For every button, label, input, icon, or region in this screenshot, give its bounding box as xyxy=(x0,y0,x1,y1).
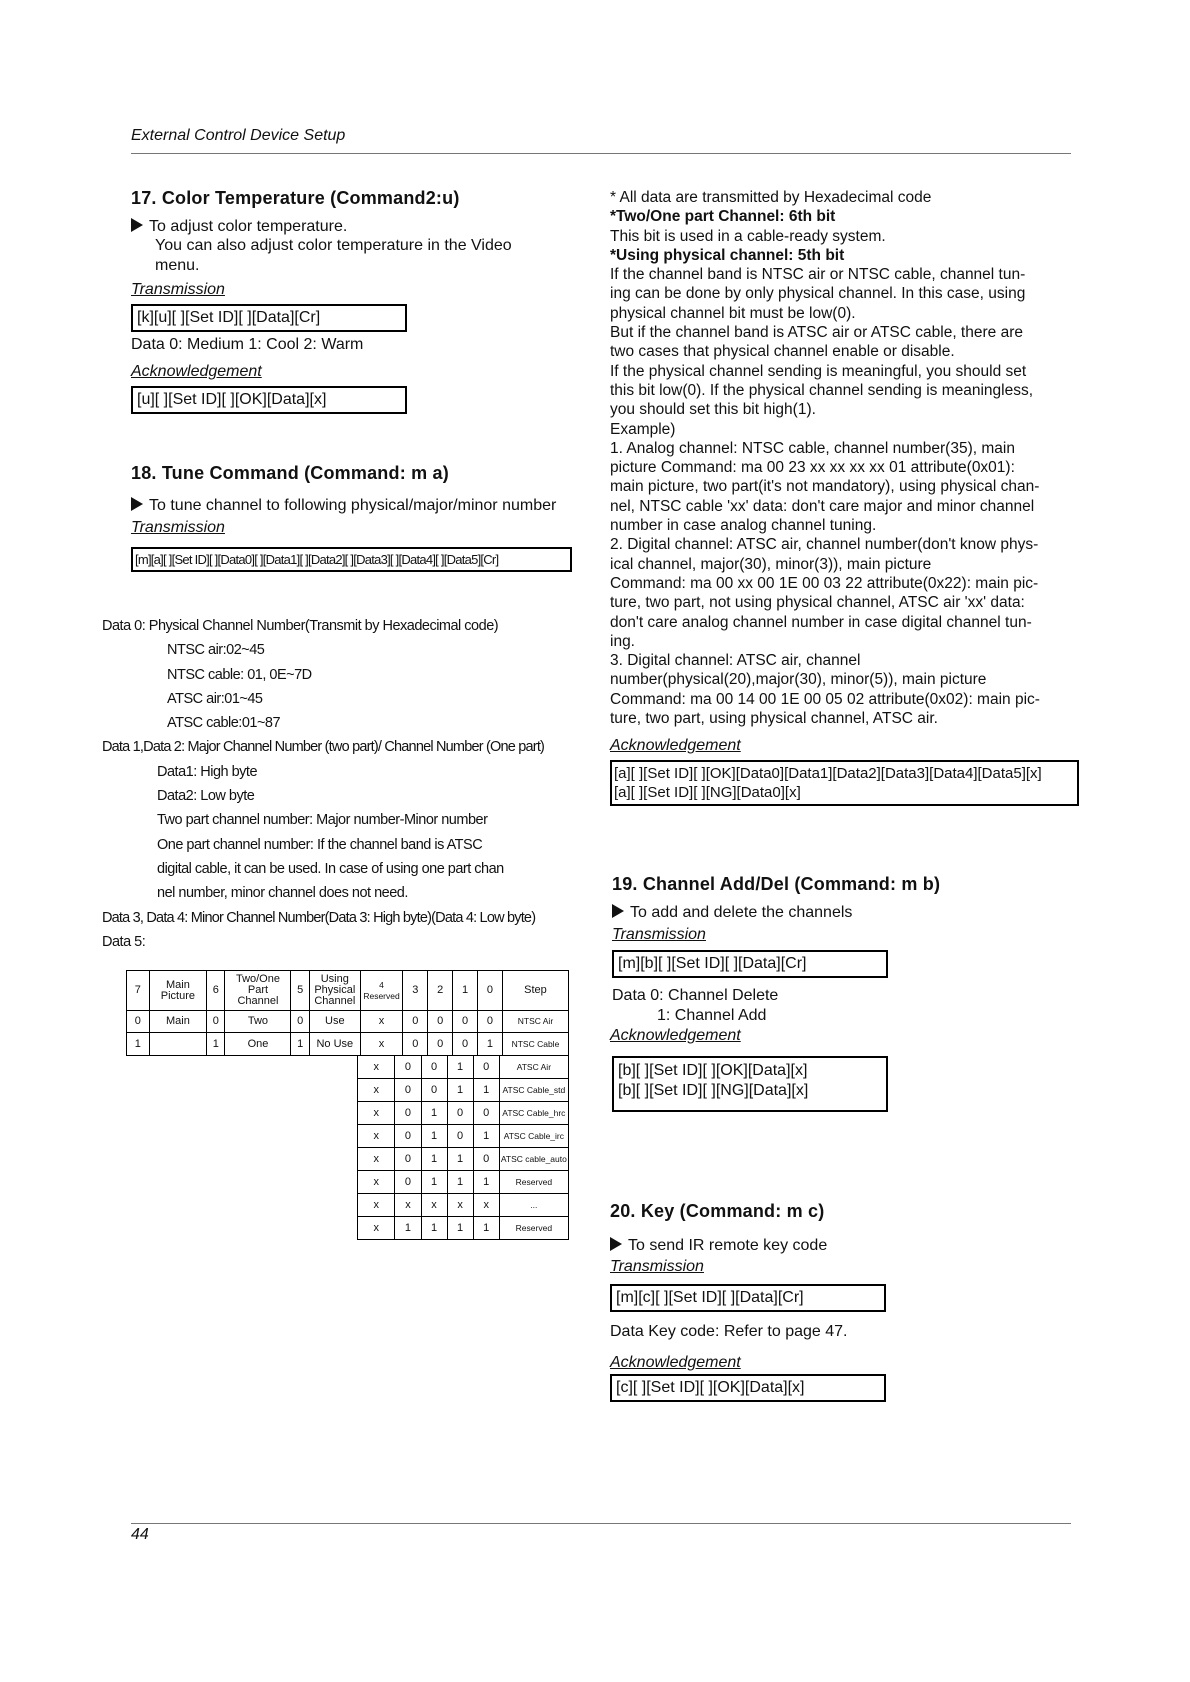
section-18-desc: To tune channel to following physical/major/minor number xyxy=(149,497,557,514)
right-notes xyxy=(610,188,1080,806)
ack-line-ng: [a][ ][Set ID][ ][NG][Data0][x] xyxy=(614,784,801,802)
data-line: digital cable, it can be used. In case of using one part chan xyxy=(157,860,504,877)
table-cell: Using Physical Channel xyxy=(309,971,360,1011)
table-header-row xyxy=(127,971,569,1011)
data-line: Data 1,Data 2: Major Channel Number (two part)/ Channel Number (One part) xyxy=(102,739,545,756)
note-line: * All data are transmitted by Hexadecimal code xyxy=(610,189,932,206)
table-cell: x xyxy=(358,1171,395,1194)
table-cell: 1 xyxy=(421,1102,447,1125)
table-cell xyxy=(149,1033,206,1056)
table-cell: 1 xyxy=(478,1033,503,1056)
table-cell: Two/One Part Channel xyxy=(225,971,291,1011)
table-cell: Reserved xyxy=(499,1171,568,1194)
note-line: Command: ma 00 14 00 1E 00 05 02 attribute(0x02): main pic- xyxy=(610,690,1040,708)
note-line: 2. Digital channel: ATSC air, channel number(don't know phys- xyxy=(610,536,1039,554)
table-cell: 0 xyxy=(395,1171,421,1194)
section-17-title: 17. Color Temperature (Command2:u) xyxy=(131,188,460,208)
section-17-desc-3: menu. xyxy=(155,256,200,274)
table-cell: Use xyxy=(309,1011,360,1033)
table-cell: 0 xyxy=(428,1011,453,1033)
table-cell: 0 xyxy=(207,1011,225,1033)
table-cell: 0 xyxy=(421,1079,447,1102)
table-cell: 0 xyxy=(403,1033,428,1056)
data-line: nel number, minor channel does not need. xyxy=(157,885,408,902)
arrow-right-icon xyxy=(131,497,143,511)
section-20-desc: To send IR remote key code xyxy=(628,1237,828,1254)
section-19-data-2: 1: Channel Add xyxy=(657,1006,767,1024)
table-cell: 1 xyxy=(473,1079,499,1102)
section-17-data: Data 0: Medium 1: Cool 2: Warm xyxy=(131,336,364,354)
table-cell: 0 xyxy=(395,1056,421,1079)
section-18-ack-label: Acknowledgement xyxy=(610,737,741,755)
table-cell: 1 xyxy=(421,1217,447,1240)
table-row xyxy=(127,1011,569,1033)
table-cell: 0 xyxy=(478,971,503,1011)
section-19-transmission-box: [m][b][ ][Set ID][ ][Data][Cr] xyxy=(612,950,888,978)
ack-line-ng: [b][ ][Set ID][ ][NG][Data][x] xyxy=(618,1082,809,1100)
table-cell: 0 xyxy=(291,1011,309,1033)
note-line: Command: ma 00 xx 00 1E 00 03 22 attribute(0x22): main pic- xyxy=(610,574,1039,592)
table-cell: x xyxy=(358,1148,395,1171)
table-cell: 0 xyxy=(395,1079,421,1102)
table-cell: One xyxy=(225,1033,291,1056)
table-row xyxy=(358,1056,569,1079)
table-cell: 0 xyxy=(473,1056,499,1079)
table-cell: 5 xyxy=(291,971,309,1011)
section-19-ack-label: Acknowledgement xyxy=(610,1027,741,1045)
note-line: If the channel band is NTSC air or NTSC cable, channel tun- xyxy=(610,266,1026,284)
table-cell: 3 xyxy=(403,971,428,1011)
running-header: External Control Device Setup xyxy=(131,127,346,144)
table-cell: 1 xyxy=(473,1125,499,1148)
table-cell: 1 xyxy=(421,1148,447,1171)
note-line: If the physical channel sending is meaningful, you should set xyxy=(610,362,1027,380)
section-17-desc-2: You can also adjust color temperature in the Video xyxy=(155,237,512,255)
note-line: *Using physical channel: 5th bit xyxy=(610,246,845,264)
section-19-data-1: Data 0: Channel Delete xyxy=(612,987,779,1005)
table-row xyxy=(358,1217,569,1240)
note-line: ing. xyxy=(610,632,635,650)
data5-table-top xyxy=(126,970,569,1056)
arrow-right-icon xyxy=(610,1237,622,1251)
table-row xyxy=(358,1148,569,1171)
table-cell: 0 xyxy=(453,1011,478,1033)
table-cell: 0 xyxy=(447,1125,473,1148)
data-line: Data 3, Data 4: Minor Channel Number(Data 3: High byte)(Data 4: Low byte) xyxy=(102,909,536,926)
note-line: ing can be done by only physical channel. In this case, using xyxy=(610,285,1026,303)
data-line: One part channel number: If the channel band is ATSC xyxy=(157,836,483,853)
ack-line-ok: [a][ ][Set ID][ ][OK][Data0][Data1][Data2][Data3][Data4][Data5][x] xyxy=(614,765,1042,783)
section-17-desc: To adjust color temperature. xyxy=(149,218,348,235)
section-20-transmission-box: [m][c][ ][Set ID][ ][Data][Cr] xyxy=(610,1284,886,1312)
section-19-title: 19. Channel Add/Del (Command: m b) xyxy=(612,874,941,894)
table-cell: Main Picture xyxy=(149,971,206,1011)
section-19-transmission-label: Transmission xyxy=(612,926,706,944)
table-cell: ATSC Cable_std xyxy=(499,1079,568,1102)
data-line: Two part channel number: Major number-Minor number xyxy=(157,812,488,829)
data-line: Data1: High byte xyxy=(157,763,258,780)
table-cell: x xyxy=(360,1011,403,1033)
table-cell: 0 xyxy=(473,1148,499,1171)
table-cell: Step xyxy=(502,971,568,1011)
note-line: number(physical(20),major(30), minor(5)), main picture xyxy=(610,671,987,689)
table-row xyxy=(358,1125,569,1148)
note-line: nel, NTSC cable 'xx' data: don't care major and minor channel xyxy=(610,497,1035,515)
table-cell: NTSC Air xyxy=(502,1011,568,1033)
note-line: *Two/One part Channel: 6th bit xyxy=(610,208,836,226)
note-line: picture Command: ma 00 23 xx xx xx xx 01 attribute(0x01): xyxy=(610,459,1015,477)
table-cell: 1 xyxy=(421,1171,447,1194)
table-row xyxy=(358,1171,569,1194)
section-19-desc: To add and delete the channels xyxy=(630,904,853,921)
table-cell: x xyxy=(358,1194,395,1217)
ack-line-ok: [b][ ][Set ID][ ][OK][Data][x] xyxy=(618,1062,808,1080)
section-18-ack-box xyxy=(610,760,1079,806)
section-17-transmission-box: [k][u][ ][Set ID][ ][Data][Cr] xyxy=(131,304,407,332)
section-18 xyxy=(131,463,601,572)
section-17-transmission-label: Transmission xyxy=(131,281,225,299)
table-cell: 0 xyxy=(473,1102,499,1125)
section-20-data: Data Key code: Refer to page 47. xyxy=(610,1323,848,1341)
table-cell: x xyxy=(358,1079,395,1102)
table-cell: 0 xyxy=(395,1102,421,1125)
note-line: this bit low(0). If the physical channel sending is meaningless, xyxy=(610,381,1034,399)
data-line: ATSC cable:01~87 xyxy=(167,715,281,732)
table-cell: 0 xyxy=(478,1011,503,1033)
table-cell: ... xyxy=(499,1194,568,1217)
table-cell: 4 Reserved xyxy=(360,971,403,1011)
note-line: But if the channel band is ATSC air or ATSC cable, there are xyxy=(610,324,1023,342)
note-line: This bit is used in a cable-ready system. xyxy=(610,227,886,245)
table-cell: ATSC cable_auto xyxy=(499,1148,568,1171)
table-cell: 1 xyxy=(453,971,478,1011)
table-cell: 0 xyxy=(403,1011,428,1033)
table-cell: x xyxy=(358,1125,395,1148)
section-19-ack-box xyxy=(612,1056,888,1112)
table-cell: x xyxy=(447,1194,473,1217)
table-cell: 1 xyxy=(395,1217,421,1240)
table-cell: 0 xyxy=(395,1125,421,1148)
section-20-ack-box: [c][ ][Set ID][ ][OK][Data][x] xyxy=(610,1374,886,1402)
section-18-transmission-box: [m][a][ ][Set ID][ ][Data0][ ][Data1][ ][Data2][ ][Data3][ ][Data4][ ][Data5][Cr] xyxy=(131,547,572,572)
table-cell: Main xyxy=(149,1011,206,1033)
table-cell: ATSC Air xyxy=(499,1056,568,1079)
note-line: Example) xyxy=(610,420,676,438)
table-cell: 1 xyxy=(473,1217,499,1240)
table-cell: 1 xyxy=(291,1033,309,1056)
table-cell: x xyxy=(358,1217,395,1240)
footer-rule xyxy=(131,1523,1071,1524)
table-cell: 1 xyxy=(447,1079,473,1102)
data-line: NTSC cable: 01, 0E~7D xyxy=(167,666,312,683)
arrow-right-icon xyxy=(612,904,624,918)
note-line: ture, two part, using physical channel, ATSC air. xyxy=(610,710,938,728)
section-18-data-lines xyxy=(102,614,602,954)
table-cell: x xyxy=(473,1194,499,1217)
table-row xyxy=(358,1079,569,1102)
note-line: ical channel, major(30), minor(3)), main picture xyxy=(610,555,932,573)
table-cell: NTSC Cable xyxy=(502,1033,568,1056)
table-cell: 7 xyxy=(127,971,150,1011)
table-row xyxy=(358,1194,569,1217)
note-line: 3. Digital channel: ATSC air, channel xyxy=(610,652,861,670)
note-line: 1. Analog channel: NTSC cable, channel number(35), main xyxy=(610,439,1015,457)
table-cell: ATSC Cable_hrc xyxy=(499,1102,568,1125)
table-cell: x xyxy=(360,1033,403,1056)
table-cell: x xyxy=(421,1194,447,1217)
table-cell: 1 xyxy=(207,1033,225,1056)
table-cell: 2 xyxy=(428,971,453,1011)
page-number: 44 xyxy=(131,1526,149,1543)
table-row xyxy=(127,1033,569,1056)
table-cell: 0 xyxy=(447,1102,473,1125)
table-cell: 1 xyxy=(447,1171,473,1194)
note-line: don't care analog channel number in case digital channel tun- xyxy=(610,613,1032,631)
table-row xyxy=(358,1102,569,1125)
table-cell: 1 xyxy=(421,1125,447,1148)
arrow-right-icon xyxy=(131,218,143,232)
table-cell: No Use xyxy=(309,1033,360,1056)
section-18-title: 18. Tune Command (Command: m a) xyxy=(131,463,449,483)
section-20-title: 20. Key (Command: m c) xyxy=(610,1201,825,1221)
header-rule xyxy=(131,153,1071,154)
section-17 xyxy=(131,188,601,414)
note-line: physical channel bit must be low(0). xyxy=(610,304,856,322)
table-cell: 1 xyxy=(447,1056,473,1079)
section-20-transmission-label: Transmission xyxy=(610,1258,704,1276)
data5-table-bottom xyxy=(357,1055,569,1240)
section-18-transmission-label: Transmission xyxy=(131,519,225,537)
table-cell: 1 xyxy=(127,1033,150,1056)
note-line: main picture, two part(it's not mandatory), using physical chan- xyxy=(610,478,1040,496)
note-line: ture, two part, not using physical channel, ATSC air 'xx' data: xyxy=(610,594,1025,612)
table-cell: 1 xyxy=(447,1217,473,1240)
table-cell: x xyxy=(395,1194,421,1217)
section-20-ack-label: Acknowledgement xyxy=(610,1353,741,1371)
data-line: Data 0: Physical Channel Number(Transmit by Hexadecimal code) xyxy=(102,618,499,634)
section-17-ack-box: [u][ ][Set ID][ ][OK][Data][x] xyxy=(131,386,407,414)
section-19 xyxy=(612,874,1082,1112)
table-cell: 6 xyxy=(207,971,225,1011)
section-20 xyxy=(610,1201,1080,1402)
data-line: Data 5: xyxy=(102,933,146,950)
table-cell: ATSC Cable_irc xyxy=(499,1125,568,1148)
table-cell: 0 xyxy=(421,1056,447,1079)
table-cell: 0 xyxy=(428,1033,453,1056)
data-line: Data2: Low byte xyxy=(157,788,255,805)
table-cell: Two xyxy=(225,1011,291,1033)
data-line: ATSC air:01~45 xyxy=(167,690,263,707)
table-cell: 1 xyxy=(473,1171,499,1194)
note-line: number in case analog channel tuning. xyxy=(610,517,877,535)
table-cell: 0 xyxy=(395,1148,421,1171)
table-cell: x xyxy=(358,1056,395,1079)
table-cell: 0 xyxy=(127,1011,150,1033)
section-17-ack-label: Acknowledgement xyxy=(131,362,262,380)
table-cell: 1 xyxy=(447,1148,473,1171)
note-line: two cases that physical channel enable or disable. xyxy=(610,343,955,361)
table-cell: Reserved xyxy=(499,1217,568,1240)
data-line: NTSC air:02~45 xyxy=(167,642,265,659)
note-line: you should set this bit high(1). xyxy=(610,401,816,419)
table-cell: x xyxy=(358,1102,395,1125)
table-cell: 0 xyxy=(453,1033,478,1056)
